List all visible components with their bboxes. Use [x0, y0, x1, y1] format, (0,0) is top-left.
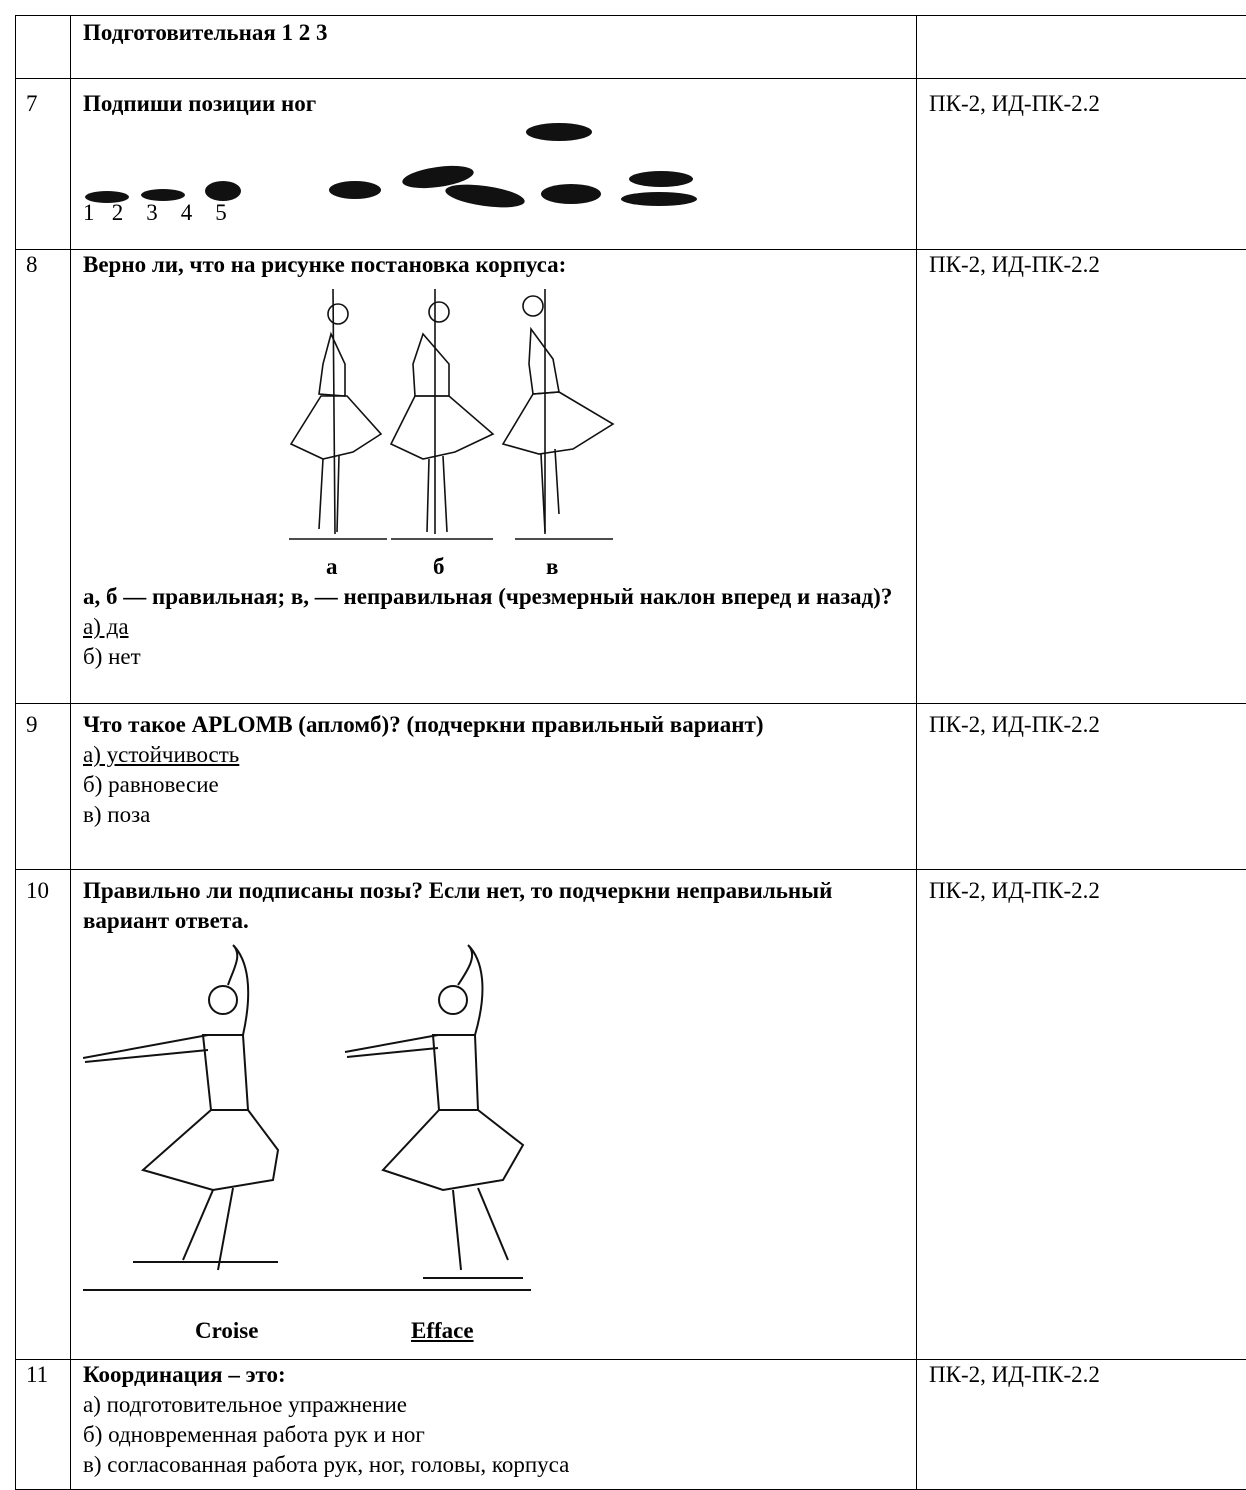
efface-dancer-illustration — [345, 945, 531, 1290]
question-text: Верно ли, что на рисунке постановка корпуса: — [83, 250, 910, 280]
answer-option-a: а) устойчивость — [83, 740, 910, 770]
competency-code: ПК-2, ИД-ПК-2.2 — [917, 1360, 1246, 1490]
foot-shape-10 — [621, 192, 697, 206]
competency-code: ПК-2, ИД-ПК-2.2 — [917, 250, 1246, 704]
pose-labels — [83, 1316, 910, 1346]
foot-shape-4 — [329, 181, 381, 199]
question-cell — [71, 250, 917, 704]
competency-code — [917, 16, 1246, 79]
row-number — [16, 16, 71, 79]
foot-shape-7 — [526, 123, 592, 141]
row-number: 11 — [16, 1360, 71, 1490]
table-row — [16, 870, 1246, 1360]
foot-shape-8 — [541, 184, 601, 204]
row-number: 9 — [16, 704, 71, 870]
answer-option-c: в) поза — [83, 800, 910, 830]
body-posture-figure — [83, 284, 703, 554]
label-efface: Efface — [411, 1316, 474, 1346]
figure-labels: 1 2 3 4 5 — [83, 198, 910, 228]
question-cell — [71, 704, 917, 870]
dancer-c-illustration — [503, 289, 613, 539]
row-number: 8 — [16, 250, 71, 704]
dancer-a-illustration — [289, 289, 387, 539]
dancer-letter-labels — [83, 552, 910, 582]
question-text: Правильно ли подписаны позы? Если нет, то подчеркни неправильный вариант ответа. — [83, 876, 910, 936]
label-a: а — [326, 552, 338, 582]
question-text: Подпиши позиции ног — [83, 89, 910, 119]
poses-figure — [83, 940, 543, 1296]
competency-code: ПК-2, ИД-ПК-2.2 — [917, 79, 1246, 250]
question-cell — [71, 870, 917, 1360]
question-cell — [71, 79, 917, 250]
statement-text: а, б — правильная; в, — неправильная (чрезмерный наклон вперед и назад)? — [83, 582, 910, 612]
dancer-b-illustration — [391, 289, 493, 539]
table-row — [16, 1360, 1246, 1490]
table-row — [16, 704, 1246, 870]
row-number: 7 — [16, 79, 71, 250]
answer-option-b: б) одновременная работа рук и ног — [83, 1420, 910, 1450]
row-number: 10 — [16, 870, 71, 1360]
answer-option-a: а) да — [83, 612, 910, 642]
competency-code: ПК-2, ИД-ПК-2.2 — [917, 870, 1246, 1360]
croise-dancer-illustration — [83, 945, 363, 1290]
test-table — [15, 15, 1246, 1490]
question-text: Подготовительная 1 2 3 — [83, 18, 910, 48]
answer-option-c: в) согласованная работа рук, ног, головы, корпуса — [83, 1450, 910, 1480]
question-cell — [71, 16, 917, 79]
table-row — [16, 250, 1246, 704]
label-b: б — [433, 552, 445, 582]
answer-option-a: а) подготовительное упражнение — [83, 1390, 910, 1420]
table-row — [16, 16, 1246, 79]
question-cell — [71, 1360, 917, 1490]
answer-option-b: б) равновесие — [83, 770, 910, 800]
document-page — [15, 15, 1246, 1483]
foot-shape-9 — [629, 171, 693, 187]
label-croise: Croise — [195, 1316, 258, 1346]
answer-option-b: б) нет — [83, 642, 910, 672]
question-text: Что такое APLOMB (апломб)? (подчеркни правильный вариант) — [83, 710, 910, 740]
table-row — [16, 79, 1246, 250]
competency-code: ПК-2, ИД-ПК-2.2 — [917, 704, 1246, 870]
question-text: Координация – это: — [83, 1360, 910, 1390]
label-c: в — [546, 552, 558, 582]
